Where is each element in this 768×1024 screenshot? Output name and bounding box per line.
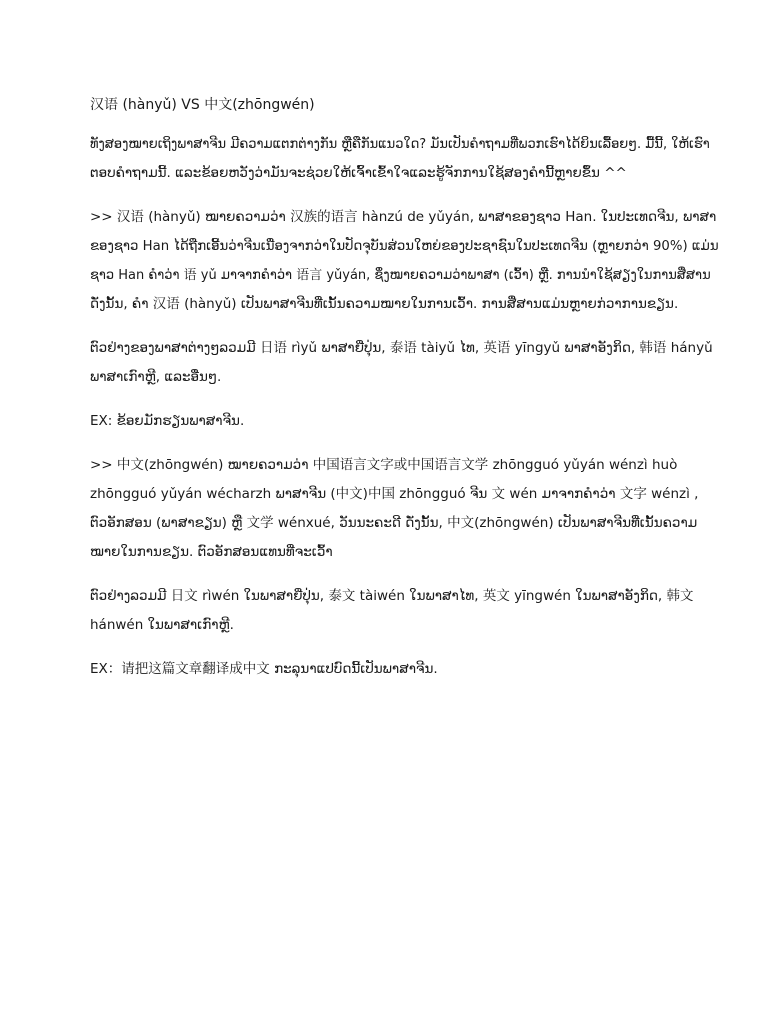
- text-line: ຂອງຊາວ Han ໄດ້ຖືກເອີ້ນວ່າຈີນເນື່ອງຈາກວ່າໃນປັດຈຸບັນສ່ວນໃຫຍ່ຂອງປະຊາຊົນໃນປະເທດຈີນ (ຫຼາຍກວ່າ 90%) ແມ່ນ: [90, 239, 719, 254]
- text-line: ຕົວອັກສອນ (ພາສາຂຽນ) ຫຼື 文学 wénxué, ວັນນະຄະດີ ດັ່ງນັ້ນ, 中文(zhōngwén) ເປັນພາສາຈີນທີ່ເນັ້ນຄວາມ: [90, 515, 698, 531]
- text-line: ດັ່ງນັ້ນ, ຄຳ 汉语 (hànyǔ) ເປັນພາສາຈີນທີ່ເນັ້ນຄວາມໝາຍໃນການເວົ້າ. ການສື່ສານແມ່ນຫຼາຍກ່ວາການຂຽນ.: [90, 296, 679, 312]
- text-line: ຕົວຢ່າງຂອງພາສາຕ່າງໆລວມມີ 日语 rìyǔ ພາສາຍີ່ປຸ່ນ, 泰语 tàiyǔ ໄທ, 英语 yīngyǔ ພາສາອັງກິດ, 韩语 hányǔ: [90, 340, 713, 356]
- paragraph-zhongwen-definition: [90, 451, 720, 567]
- document-body: [90, 94, 720, 699]
- text-line: ຕອບຄຳຖາມນີ້. ແລະຂ້ອຍຫວັງວ່າມັນຈະຊ່ວຍໃຫ້ເຈົ້າເຂົ້າໃຈແລະຮູ້ຈັກການໃຊ້ສອງຄຳນີ້ຫຼາຍຂຶ້ນ ^^: [90, 165, 627, 181]
- text-line: EX: ຂ້ອຍມັກຮຽນພາສາຈີນ.: [90, 413, 245, 429]
- text-line: >> 中文(zhōngwén) ໝາຍຄວາມວ່າ 中国语言文字或中国语言文学 zhōngguó yǔyán wénzì huò: [90, 457, 678, 473]
- paragraph-hanyu-definition: [90, 203, 720, 319]
- text-line: ໝາຍໃນການຂຽນ. ຕົວອັກສອນແທນທີ່ຈະເວົ້າ: [90, 544, 333, 560]
- text-line: ຊາວ Han ຄຳວ່າ 语 yǔ ມາຈາກຄຳວ່າ 语言 yǔyán, ຊຶ່ງໝາຍຄວາມວ່າພາສາ (ເວົ້າ) ຫຼື. ການນຳໃຊ້ສຽງໃນການສື່ສານ: [90, 268, 711, 283]
- paragraph-intro: [90, 130, 720, 188]
- paragraph-zhongwen-examples: [90, 582, 720, 640]
- text-line: ພາສາເກົາຫຼີ, ແລະອື່ນໆ.: [90, 369, 222, 385]
- text-line: zhōngguó yǔyán wécharzh ພາສາຈີນ (中文)中国 zhōngguó ຈີນ 文 wén ມາຈາກຄຳວ່າ 文字 wénzì ,: [90, 486, 699, 502]
- text-line: ຕົວຢ່າງລວມມີ 日文 rìwén ໃນພາສາຍີ່ປຸ່ນ, 泰文 tàiwén ໃນພາສາໄທ, 英文 yīngwén ໃນພາສາອັງກິດ, 韩文: [90, 588, 694, 604]
- text-line: ທັງສອງໝາຍເຖິງພາສາຈີນ ມີຄວາມແຕກຕ່າງກັນ ຫຼືຄືກັນແນວໃດ? ມັນເປັນຄຳຖາມທີ່ພວກເຮົາໄດ້ຍິນເລື້ອຍໆ. ມື້ນີ້, ໃຫ້ເຮົາ: [90, 137, 710, 152]
- document-title: 汉语 (hànyǔ) VS 中文(zhōngwén): [90, 97, 315, 113]
- paragraph-hanyu-examples: [90, 334, 720, 392]
- text-line: >> 汉语 (hànyǔ) ໝາຍຄວາມວ່າ 汉族的语言 hànzú de yǔyán, ພາສາຂອງຊາວ Han. ໃນປະເທດຈີນ, ພາສາ: [90, 209, 717, 225]
- text-line: EX：请把这篇文章翻译成中文 ກະລຸນາແປບົດນີ້ເປັນພາສາຈີນ.: [90, 661, 438, 677]
- paragraph-hanyu-ex: [90, 407, 720, 436]
- paragraph-zhongwen-ex: [90, 655, 720, 684]
- text-line: hánwén ໃນພາສາເກົາຫຼີ.: [90, 617, 234, 633]
